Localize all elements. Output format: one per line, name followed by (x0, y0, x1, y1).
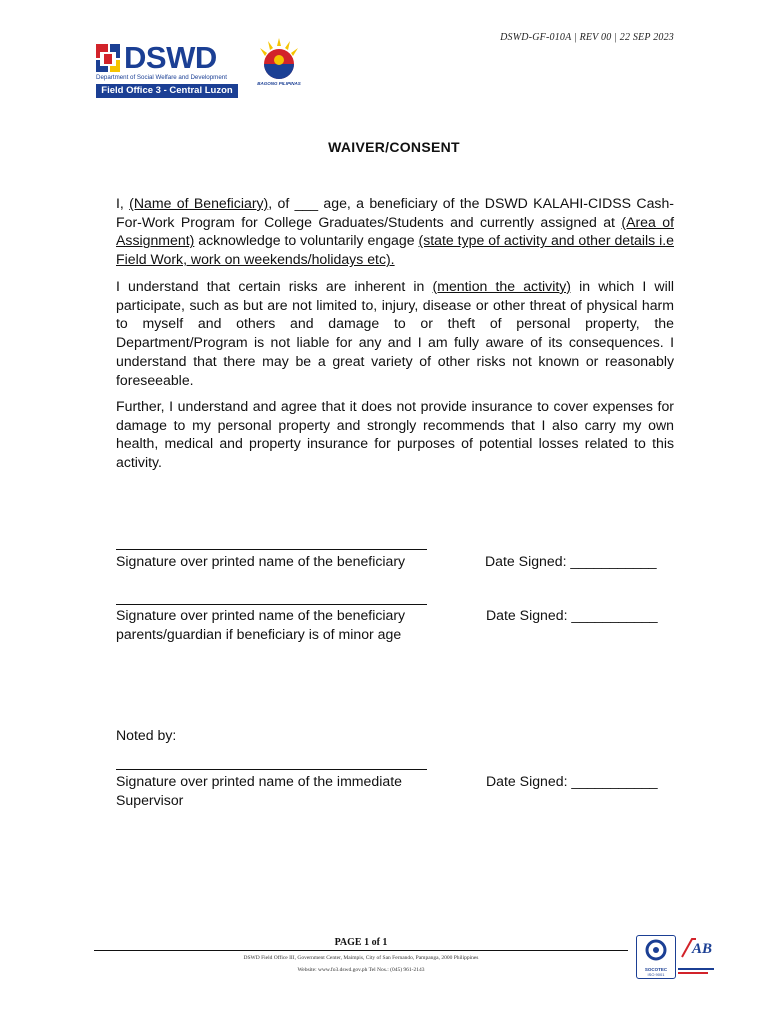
guardian-signature-label-1: Signature over printed name of the beneficiary (116, 607, 406, 623)
agency-name: Department of Social Welfare and Development (96, 74, 227, 81)
bagong-pilipinas-logo (254, 38, 304, 90)
date-signed-guardian[interactable]: Date Signed: ___________ (486, 607, 658, 623)
beneficiary-name-placeholder: (Name of Beneficiary) (129, 195, 269, 211)
p1-text-2: , of ___ age, a beneficiary of the DSWD KALAHI-CIDSS Cash-For-Work Program for College Graduates/Students and currently assigned at (116, 195, 674, 230)
signature-line-supervisor[interactable] (116, 769, 427, 770)
signature-line-beneficiary[interactable] (116, 549, 427, 550)
area-assignment-placeholder: (Area of Assignment) (116, 213, 674, 249)
paragraph-risks (116, 277, 674, 389)
socotec-cert-logo (636, 935, 676, 979)
date-signed-supervisor[interactable]: Date Signed: ___________ (486, 773, 658, 789)
accreditation-logo (678, 935, 718, 977)
noted-by-label: Noted by: (116, 727, 177, 743)
footer-divider (94, 950, 628, 951)
mention-activity-placeholder: (mention the activity) (432, 278, 571, 294)
p1-text-1: I, (116, 195, 130, 211)
iso-label: ISO 9001 (647, 972, 665, 977)
dswd-wordmark: DSWD (124, 40, 217, 75)
ab-underline-red (678, 972, 708, 974)
date-signed-beneficiary[interactable]: Date Signed: ___________ (485, 553, 657, 569)
socotec-label: SOCOTEC (644, 967, 668, 972)
socotec-icon (637, 936, 675, 962)
p2-text-2: in which I will participate, such as but are not limited to, injury, disease or other threat of physical harm to myself and others and damage to or theft of personal property, the Department/Program is not liable for any and I am fully aware of its consequences. I understand that there may be a great variety of other risks not known or reasonably foreseeable. (116, 278, 674, 388)
page-number: PAGE 1 of 1 (334, 937, 388, 948)
footer-website: Website: www.fo3.dswd.gov.ph Tel Nos.: (045) 961-2143 (297, 967, 425, 973)
p1-text-3: acknowledge to voluntarily engage (194, 232, 419, 249)
ab-wordmark: AB (692, 941, 713, 957)
signature-line-guardian[interactable] (116, 604, 427, 605)
ab-underline (678, 968, 714, 970)
paragraph-intro (116, 194, 674, 269)
document-title: WAIVER/CONSENT (328, 139, 460, 155)
document-reference: DSWD-GF-010A | REV 00 | 22 SEP 2023 (500, 32, 674, 43)
bagong-pilipinas-caption: BAGONG PILIPINAS (257, 81, 301, 86)
supervisor-signature-label-2: Supervisor (116, 792, 184, 808)
activity-type-placeholder: (state type of activity and other details i.e Field Work, work on weekends/holidays etc). (116, 232, 674, 268)
supervisor-signature-label-1: Signature over printed name of the immediate (116, 773, 402, 789)
dswd-logo (94, 40, 240, 100)
field-office-banner: Field Office 3 - Central Luzon (96, 84, 238, 98)
beneficiary-signature-label: Signature over printed name of the beneficiary (116, 553, 406, 569)
guardian-signature-label-2: parents/guardian if beneficiary is of minor age (116, 626, 402, 642)
footer-address: DSWD Field Office III, Government Center, Maimpis, City of San Fernando, Pampanga, 2000 Philippines (243, 955, 479, 961)
paragraph-insurance: Further, I understand and agree that it does not provide insurance to cover expenses for damage to my personal property and strongly recommends that I also carry my own health, medical and property insurance for purposes of potential losses related to this activity. (116, 398, 674, 471)
p2-text-1: I understand that certain risks are inherent in (116, 278, 433, 294)
sun-emblem-icon (254, 38, 304, 82)
